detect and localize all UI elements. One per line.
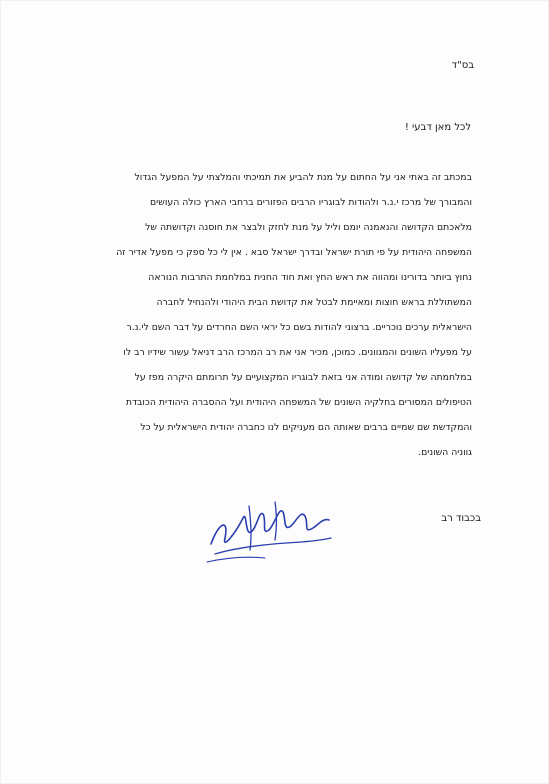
body-line: המשפחה היהודית על פי תורת ישראל ובדרך ישראל סבא . אין לי כל ספק כי מפעל אדיר זה	[116, 247, 472, 258]
body-line: והמבורך של מרכז י.נ.ר ולהודות לבוגריו הרבים הפזורים ברחבי הארץ כולה העושים	[150, 197, 472, 208]
closing-text: בכבוד רב	[441, 513, 481, 524]
body-line: על מפעליו השונים והמגוונים. כמוכן, מכיר אני את רב המרכז הרב דניאל עשור שידיו רב לו	[123, 347, 472, 358]
greeting: לכל מאן דבעי !	[404, 122, 471, 133]
letter-body	[62, 165, 472, 465]
body-line: המשתוללת בראש חוצות ומאיימת לבטל את קדושת הבית היהודי ולהנחיל לחברה	[156, 297, 472, 308]
handwritten-signature	[205, 492, 335, 572]
body-line: במלחמתה של קדושה ומודה אני בזאת לבוגריו המקצועיים על תרומתם היקרה מפז על	[134, 372, 472, 383]
body-line: מלאכתם הקדושה והנאמנה יומם וליל על מנת לחזק ולבצר את חוסנה וקדושתה של	[145, 222, 472, 233]
body-line: והמקדשת שם שמיים ברבים שאותה הם מעניקים לנו כחברה יהודית הישראלית על כל	[140, 422, 472, 433]
body-line: גווניה השונים.	[418, 447, 472, 458]
body-line: במכתב זה באתי אני על החתום על מנת להביע את תמיכתי והמלצתי על המפעל הגדול	[134, 172, 472, 183]
body-line: הטיפולים המסורים בחלקיה השונים של המשפחה היהודית ועל ההסברה היהודית הכובדת	[125, 397, 472, 408]
body-line: הישראלית ערכים נוכריים. ברצוני להודות בשם כל יראי השם החרדים על דבר השם לי.נ.ר	[126, 322, 472, 333]
header-mark: בס"ד	[451, 60, 474, 71]
body-line: נחוץ ביותר בדורינו ומהווה את ראש החץ ואת חוד החנית במלחמת התרבות הנוראה	[148, 272, 472, 283]
signature-scribble	[205, 492, 335, 572]
